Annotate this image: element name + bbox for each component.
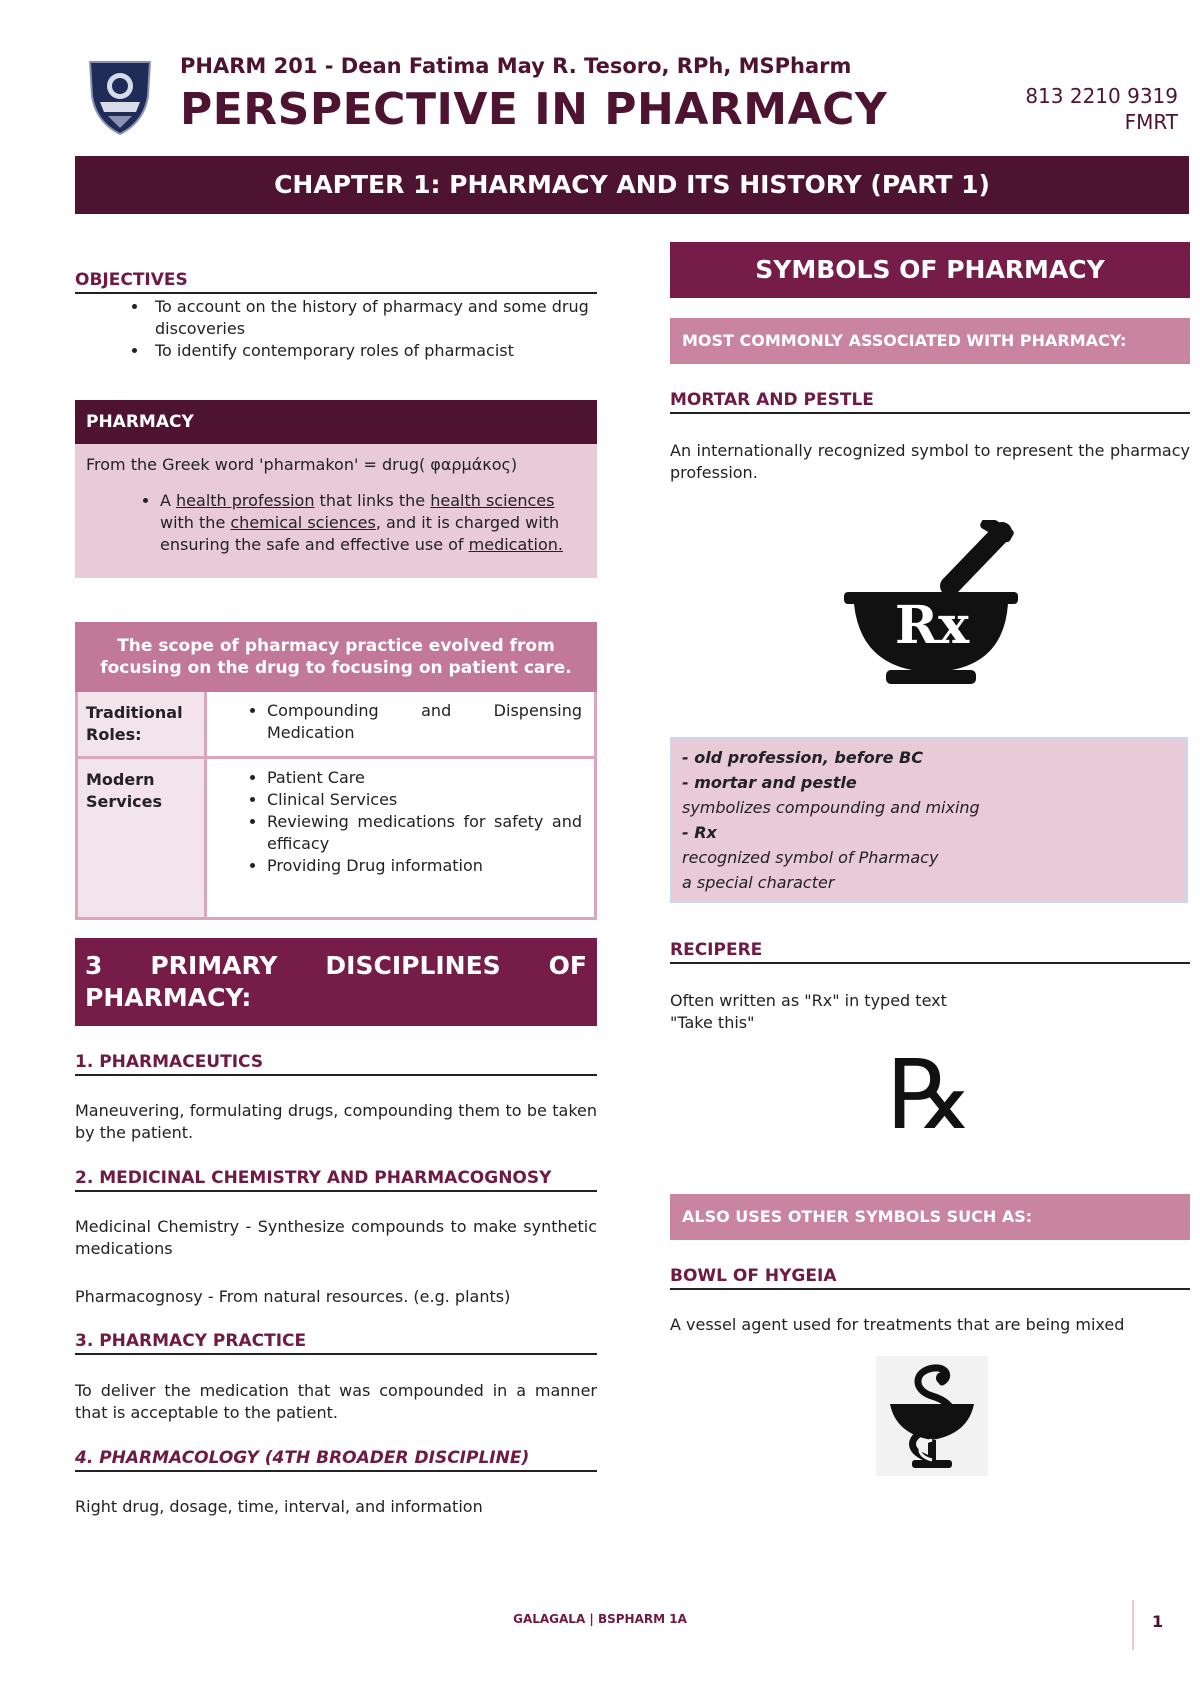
discipline-4-text: Right drug, dosage, time, interval, and information	[75, 1497, 483, 1516]
list-item: • Patient Care	[267, 767, 582, 789]
def-term-medication: medication.	[468, 535, 564, 554]
def-text: that links the	[314, 491, 431, 510]
table-row	[77, 758, 596, 919]
contact-phone: 813 2210 9319	[1025, 84, 1178, 108]
also-uses-band: ALSO USES OTHER SYMBOLS SUCH AS:	[670, 1194, 1190, 1240]
pharmacy-definition	[160, 490, 586, 556]
list-item: • Compounding and Dispensing Medication	[267, 700, 582, 744]
def-term-health-sciences: health sciences	[430, 491, 555, 510]
mortar-pestle-icon	[842, 520, 1022, 690]
pharmacy-definition-list	[86, 490, 586, 556]
pharmacy-box	[75, 400, 597, 578]
pharmacy-box-body	[75, 444, 597, 578]
objectives-heading: OBJECTIVES	[75, 270, 597, 294]
discipline-1-text: Maneuvering, formulating drugs, compounding them to be taken by the patient.	[75, 1101, 597, 1142]
mortar-heading: MORTAR AND PESTLE	[670, 390, 1190, 414]
role-items	[206, 691, 596, 758]
hygeia-heading: BOWL OF HYGEIA	[670, 1266, 1190, 1290]
mortar-text: An internationally recognized symbol to represent the pharmacy profession.	[670, 441, 1190, 482]
table-row	[77, 691, 596, 758]
school-crest-icon	[86, 56, 154, 136]
pharmacy-box-heading: PHARMACY	[75, 400, 597, 444]
contact-initials: FMRT	[1124, 110, 1178, 134]
notes-box	[670, 737, 1188, 903]
pharmacy-origin: From the Greek word 'pharmakon' = drug( φαρμάκος)	[86, 455, 518, 474]
list-item: • Reviewing medications for safety and efficacy	[267, 811, 582, 855]
role-label: Modern Services	[77, 758, 206, 919]
most-common-band: MOST COMMONLY ASSOCIATED WITH PHARMACY:	[670, 318, 1190, 364]
note-line: - Rx	[682, 823, 717, 842]
footer-text: GALAGALA | BSPHARM 1A	[513, 1612, 687, 1626]
symbols-banner: SYMBOLS OF PHARMACY	[670, 242, 1190, 298]
note-line: a special character	[682, 873, 835, 892]
discipline-3-text: To deliver the medication that was compounded in a manner that is acceptable to the patient.	[75, 1381, 597, 1422]
objectives-list	[75, 296, 597, 362]
chapter-banner: CHAPTER 1: PHARMACY AND ITS HISTORY (PART 1)	[75, 156, 1189, 214]
list-item: • Providing Drug information	[267, 855, 582, 877]
note-line: - old profession, before BC	[682, 748, 923, 767]
mortar-rx-glyph: Rx	[894, 595, 970, 656]
course-line: PHARM 201 - Dean Fatima May R. Tesoro, RPh, MSPharm	[180, 54, 852, 78]
scope-table	[75, 622, 597, 920]
footer-divider	[1132, 1600, 1134, 1650]
rx-symbol-icon: ℞	[886, 1039, 974, 1151]
note-line: recognized symbol of Pharmacy	[682, 848, 939, 867]
page-number: 1	[1152, 1612, 1164, 1631]
bowl-of-hygeia-icon	[876, 1356, 988, 1476]
discipline-2-heading: 2. MEDICINAL CHEMISTRY AND PHARMACOGNOSY	[75, 1168, 597, 1192]
list-item: • Clinical Services	[267, 789, 582, 811]
recipere-text-1: Often written as "Rx" in typed text	[670, 991, 947, 1010]
def-text: A	[160, 491, 177, 510]
disciplines-banner: 3 PRIMARY DISCIPLINES OF PHARMACY:	[75, 938, 597, 1026]
page-title: PERSPECTIVE IN PHARMACY	[180, 84, 888, 135]
recipere-text-2: "Take this"	[670, 1013, 755, 1032]
def-term-chemical-sciences: chemical sciences	[230, 513, 376, 532]
def-text: , and it is charged with ensuring the safe and effective use of	[160, 513, 560, 554]
note-line: - mortar and pestle	[682, 773, 857, 792]
note-line: symbolizes compounding and mixing	[682, 798, 980, 817]
hygeia-text: A vessel agent used for treatments that are being mixed	[670, 1315, 1125, 1334]
scope-table-heading: The scope of pharmacy practice evolved from focusing on the drug to focusing on patient care.	[77, 624, 596, 691]
discipline-3-heading: 3. PHARMACY PRACTICE	[75, 1331, 597, 1355]
recipere-heading: RECIPERE	[670, 940, 1190, 964]
role-items	[206, 758, 596, 919]
def-term-health-profession: health profession	[176, 491, 315, 510]
discipline-2-text-1: Medicinal Chemistry - Synthesize compounds to make synthetic medications	[75, 1217, 597, 1258]
list-item: • To account on the history of pharmacy and some drug discoveries	[149, 296, 597, 340]
discipline-2-text-2: Pharmacognosy - From natural resources. (e.g. plants)	[75, 1287, 511, 1306]
role-label: Traditional Roles:	[77, 691, 206, 758]
list-item: • To identify contemporary roles of pharmacist	[149, 340, 597, 362]
discipline-4-heading: 4. PHARMACOLOGY (4TH BROADER DISCIPLINE)	[75, 1448, 597, 1472]
scope-table-wrapper	[75, 622, 597, 920]
def-text: with the	[160, 513, 231, 532]
discipline-1-heading: 1. PHARMACEUTICS	[75, 1052, 597, 1076]
